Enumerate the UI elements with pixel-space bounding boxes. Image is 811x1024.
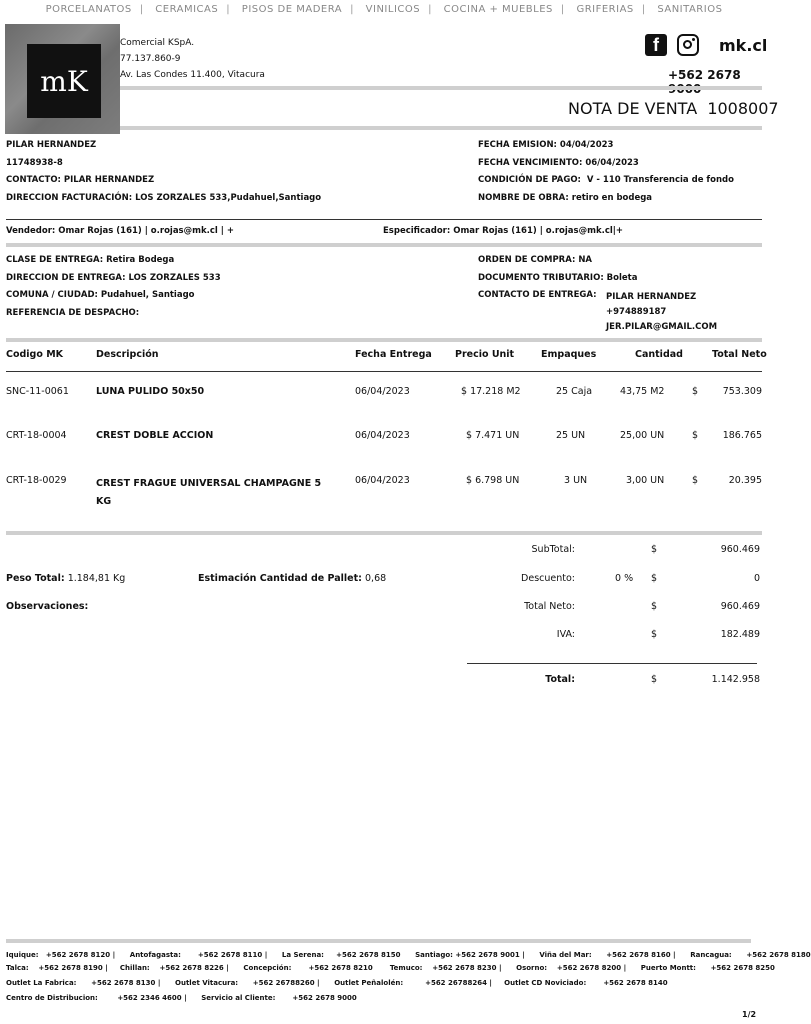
divider bbox=[6, 219, 762, 220]
company-logo bbox=[5, 24, 120, 134]
instagram-icon[interactable] bbox=[677, 34, 699, 56]
fecha-vencimiento: FECHA VENCIMIENTO: 06/04/2023 bbox=[478, 157, 639, 168]
header-divider bbox=[120, 86, 762, 90]
divider bbox=[6, 371, 762, 372]
iva-value: 182.489 bbox=[720, 629, 760, 640]
row-price: $ 17.218 M2 bbox=[461, 386, 521, 397]
neto-cur: $ bbox=[651, 601, 658, 612]
contacto-entrega-label: CONTACTO DE ENTREGA: bbox=[478, 290, 597, 300]
client-rut: 11748938-8 bbox=[6, 157, 63, 168]
row-desc: LUNA PULIDO 50x50 bbox=[96, 386, 205, 397]
client-billing: DIRECCION FACTURACIÓN: LOS ZORZALES 533,Pudahuel,Santiago bbox=[6, 192, 322, 203]
row-code: SNC-11-0061 bbox=[6, 386, 69, 397]
doc-number: 1008007 bbox=[707, 99, 779, 118]
row-date: 06/04/2023 bbox=[355, 386, 410, 397]
total-value: 1.142.958 bbox=[711, 674, 760, 685]
divider bbox=[6, 531, 762, 535]
descuento-value: 0 bbox=[753, 573, 760, 584]
iva-label: IVA: bbox=[556, 629, 575, 640]
condicion-pago: CONDICIÓN DE PAGO: V - 110 Transferencia de fondo bbox=[478, 175, 734, 185]
delivery-block bbox=[6, 252, 221, 322]
category-nav: PORCELANATOS | CERAMICAS | PISOS DE MADERA | VINILICOS | COCINA + MUEBLES | GRIFERIAS | SANITARIOS bbox=[45, 4, 723, 15]
row-total: 186.765 bbox=[722, 430, 762, 441]
contacto-email: JER.PILAR@GMAIL.COM bbox=[606, 322, 718, 332]
row-code: CRT-18-0004 bbox=[6, 430, 67, 441]
row-pack: 25 UN bbox=[556, 430, 586, 441]
descuento-pct: 0 % bbox=[615, 573, 634, 584]
facebook-icon[interactable]: f bbox=[645, 34, 667, 56]
brand-phone: +562 2678 bbox=[668, 68, 741, 82]
contacto-name: PILAR HERNANDEZ bbox=[606, 292, 697, 302]
footer-line: Iquique: +562 2678 8120 | Antofagasta: +562 2678 8110 | La Serena: +562 2678 8150 Santiago: +562 2678 9001 | Viña del Mar: +562 2678 8160 | Rancagua: +562 2678 8180 bbox=[6, 951, 811, 959]
company-rut: 77.137.860-9 bbox=[120, 54, 181, 64]
site-link[interactable]: mk.cl bbox=[719, 35, 768, 55]
peso-total: Peso Total: 1.184,81 Kg bbox=[6, 573, 126, 584]
row-date: 06/04/2023 bbox=[355, 475, 410, 486]
referencia-despacho: REFERENCIA DE DESPACHO: bbox=[6, 307, 140, 318]
row-pack: 3 UN bbox=[564, 475, 588, 486]
nav-item[interactable]: CERAMICAS bbox=[155, 4, 219, 15]
client-block bbox=[6, 137, 321, 207]
footer-line: Outlet La Fabrica: +562 2678 8130 | Outlet Vitacura: +562 26788260 | Outlet Peñalolén: +562 26788264 | Outlet CD Noviciado: +562 2678 8140 bbox=[6, 979, 668, 987]
row-qty: 43,75 M2 bbox=[620, 386, 665, 397]
col-header-cantidad: Cantidad bbox=[635, 349, 683, 360]
company-info bbox=[120, 35, 265, 83]
total-cur: $ bbox=[651, 674, 658, 685]
nav-item[interactable]: PORCELANATOS bbox=[45, 4, 132, 15]
row-price: $ 6.798 UN bbox=[466, 475, 520, 486]
footer-divider bbox=[6, 939, 751, 943]
orden-compra: ORDEN DE COMPRA: NA bbox=[478, 255, 593, 265]
subtotal-label: SubTotal: bbox=[531, 544, 575, 555]
row-code: CRT-18-0029 bbox=[6, 475, 67, 486]
comuna-ciudad: COMUNA / CIUDAD: Pudahuel, Santiago bbox=[6, 290, 195, 300]
nav-item[interactable]: SANITARIOS bbox=[657, 4, 723, 15]
divider bbox=[6, 243, 762, 247]
col-header-total: Total Neto bbox=[712, 349, 767, 360]
observaciones-label: Observaciones: bbox=[6, 601, 89, 612]
row-total: 20.395 bbox=[728, 475, 762, 486]
row-qty: 3,00 UN bbox=[626, 475, 665, 486]
nav-item[interactable]: VINILICOS bbox=[365, 4, 421, 15]
clase-entrega: CLASE DE ENTREGA: Retira Bodega bbox=[6, 255, 175, 265]
document-title bbox=[568, 99, 779, 118]
row-pack: 25 Caja bbox=[556, 386, 593, 397]
page-number: 1/2 bbox=[742, 1010, 757, 1019]
col-header-precio: Precio Unit bbox=[455, 349, 515, 360]
fecha-emision: FECHA EMISION: 04/04/2023 bbox=[478, 140, 614, 150]
col-header-descripcion: Descripción bbox=[96, 349, 159, 360]
title-divider bbox=[120, 126, 762, 130]
total-label: Total: bbox=[545, 674, 575, 685]
neto-label: Total Neto: bbox=[524, 601, 575, 612]
contacto-entrega bbox=[606, 290, 717, 335]
row-desc: CREST DOBLE ACCION bbox=[96, 430, 214, 441]
col-header-fecha: Fecha Entrega bbox=[355, 349, 432, 360]
total-divider bbox=[467, 663, 757, 664]
col-header-empaques: Empaques bbox=[541, 349, 597, 360]
row-qty: 25,00 UN bbox=[620, 430, 665, 441]
row-cur: $ bbox=[692, 475, 699, 486]
row-date: 06/04/2023 bbox=[355, 430, 410, 441]
row-cur: $ bbox=[692, 386, 699, 397]
especificador: Especificador: Omar Rojas (161) | o.rojas@mk.cl|+ bbox=[383, 226, 624, 236]
social-links bbox=[645, 34, 767, 56]
vendedor: Vendedor: Omar Rojas (161) | o.rojas@mk.cl | + bbox=[6, 226, 234, 236]
iva-cur: $ bbox=[651, 629, 658, 640]
row-price: $ 7.471 UN bbox=[466, 430, 520, 441]
dates-block bbox=[478, 137, 734, 207]
descuento-cur: $ bbox=[651, 573, 658, 584]
company-address: Av. Las Condes 11.400, Vitacura bbox=[120, 70, 265, 80]
divider bbox=[6, 338, 762, 342]
nombre-obra: NOMBRE DE OBRA: retiro en bodega bbox=[478, 192, 653, 203]
client-name: PILAR HERNANDEZ bbox=[6, 140, 97, 150]
documento-tributario: DOCUMENTO TRIBUTARIO: Boleta bbox=[478, 272, 638, 283]
contacto-phone: +974889187 bbox=[606, 307, 667, 317]
client-contact: CONTACTO: PILAR HERNANDEZ bbox=[6, 175, 155, 185]
direccion-entrega: DIRECCION DE ENTREGA: LOS ZORZALES 533 bbox=[6, 272, 221, 283]
nav-item[interactable]: COCINA + MUEBLES bbox=[443, 4, 553, 15]
col-header-codigo: Codigo MK bbox=[6, 349, 64, 360]
doc-title: NOTA DE VENTA bbox=[568, 99, 698, 118]
neto-value: 960.469 bbox=[720, 601, 760, 612]
footer-line: Centro de Distribucion: +562 2346 4600 | Servicio al Cliente: +562 2678 9000 bbox=[6, 994, 357, 1002]
nav-item[interactable]: GRIFERIAS bbox=[576, 4, 634, 15]
pallet-estimate: Estimación Cantidad de Pallet: 0,68 bbox=[198, 573, 387, 584]
descuento-label: Descuento: bbox=[521, 573, 575, 584]
logo-mark: mK bbox=[27, 44, 101, 118]
nav-item[interactable]: PISOS DE MADERA bbox=[241, 4, 343, 15]
company-name: Comercial KSpA. bbox=[120, 38, 195, 48]
row-desc: CREST FRAGUE UNIVERSAL CHAMPAGNE 5 KG bbox=[96, 478, 322, 507]
subtotal-cur: $ bbox=[651, 544, 658, 555]
footer-line: Talca: +562 2678 8190 | Chillan: +562 2678 8226 | Concepción: +562 2678 8210 Temuco: +562 2678 8230 | Osorno: +562 2678 8200 | Puerto Montt: +562 2678 8250 bbox=[6, 964, 775, 972]
subtotal-value: 960.469 bbox=[720, 544, 760, 555]
row-cur: $ bbox=[692, 430, 699, 441]
row-total: 753.309 bbox=[722, 386, 762, 397]
